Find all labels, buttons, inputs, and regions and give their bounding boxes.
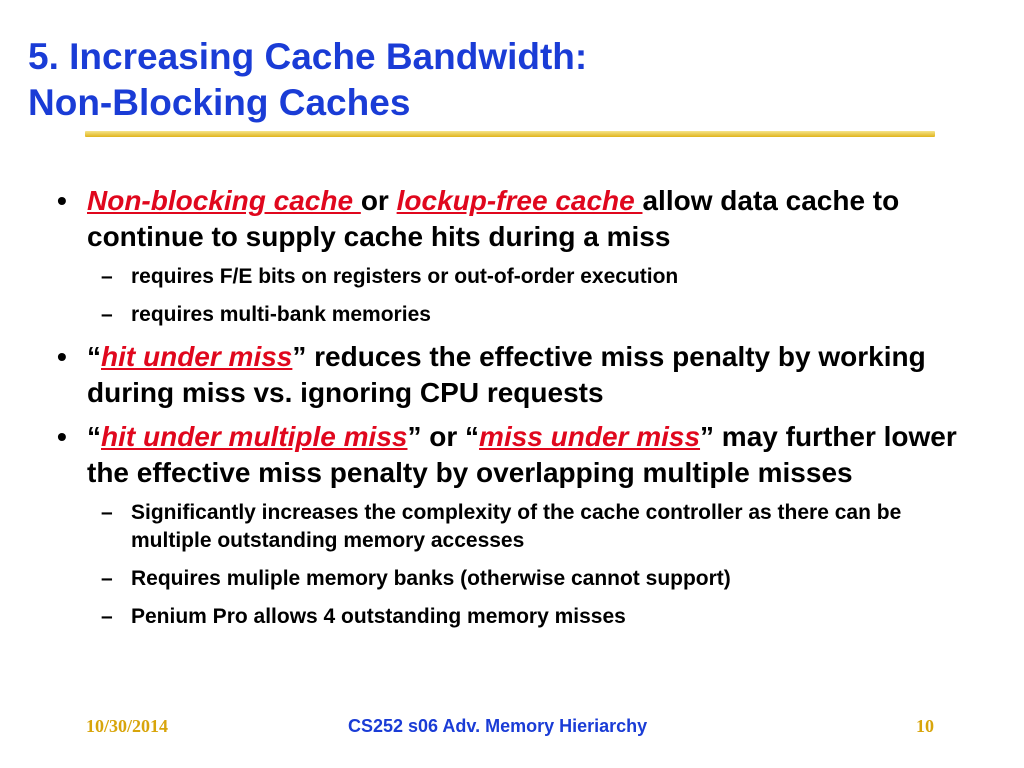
sub-bullet-dash: – — [101, 567, 113, 590]
term-lockup-free-cache: lockup-free cache — [396, 185, 643, 216]
footer-course-title: CS252 s06 Adv. Memory Hieriarchy — [348, 716, 648, 736]
sub-bullet-dash: – — [101, 501, 113, 524]
bullet-hit-under-miss — [57, 339, 987, 411]
bullet-text: allow data cache to continue to supply cache hits during a miss — [87, 185, 900, 252]
sub-bullet-text: requires F/E bits on registers or out-of-order execution — [131, 265, 679, 288]
sub-bullet-text: Requires muliple memory banks (otherwise cannot support) — [131, 567, 731, 590]
sub-bullet-complexity — [57, 499, 987, 555]
sub-bullet-memory-banks — [57, 565, 987, 593]
footer-page-number: 10 — [916, 716, 934, 736]
sub-bullet-text: requires multi-bank memories — [131, 303, 431, 326]
slide-title-line-2: Non-Blocking Caches — [28, 82, 411, 123]
bullet-connector: ” or “ — [407, 421, 480, 452]
bullet-dot: • — [57, 185, 67, 216]
bullet-connector: or — [360, 185, 397, 216]
open-quote: “ — [87, 421, 101, 452]
slide-title — [28, 34, 587, 126]
term-hit-under-multiple-miss: hit under multiple miss — [101, 421, 408, 452]
footer-date: 10/30/2014 — [86, 716, 169, 736]
sub-bullet-multi-bank — [57, 301, 987, 329]
term-miss-under-miss: miss under miss — [479, 421, 701, 452]
sub-bullet-dash: – — [101, 265, 113, 288]
slide-body — [57, 183, 987, 641]
slide-title-line-1: 5. Increasing Cache Bandwidth: — [28, 36, 588, 77]
term-non-blocking-cache: Non-blocking cache — [87, 185, 361, 216]
bullet-hit-under-multiple-miss — [57, 419, 987, 491]
open-quote: “ — [87, 341, 101, 372]
sub-bullet-text: Significantly increases the complexity of the cache controller as there can be multiple outstanding memory accesses — [131, 501, 902, 552]
sub-bullet-dash: – — [101, 303, 113, 326]
bullet-text: ” may further lower the effective miss penalty by overlapping multiple misses — [87, 421, 957, 488]
term-hit-under-miss: hit under miss — [101, 341, 293, 372]
sub-bullet-text: Penium Pro allows 4 outstanding memory misses — [131, 605, 626, 628]
title-divider — [85, 131, 935, 137]
bullet-dot: • — [57, 341, 67, 372]
bullet-dot: • — [57, 421, 67, 452]
bullet-non-blocking-cache — [57, 183, 987, 255]
sub-bullet-dash: – — [101, 605, 113, 628]
sub-bullet-pentium-pro — [57, 603, 987, 631]
sub-bullet-fe-bits — [57, 263, 987, 291]
bullet-text: ” reduces the effective miss penalty by working during miss vs. ignoring CPU requests — [87, 341, 926, 408]
